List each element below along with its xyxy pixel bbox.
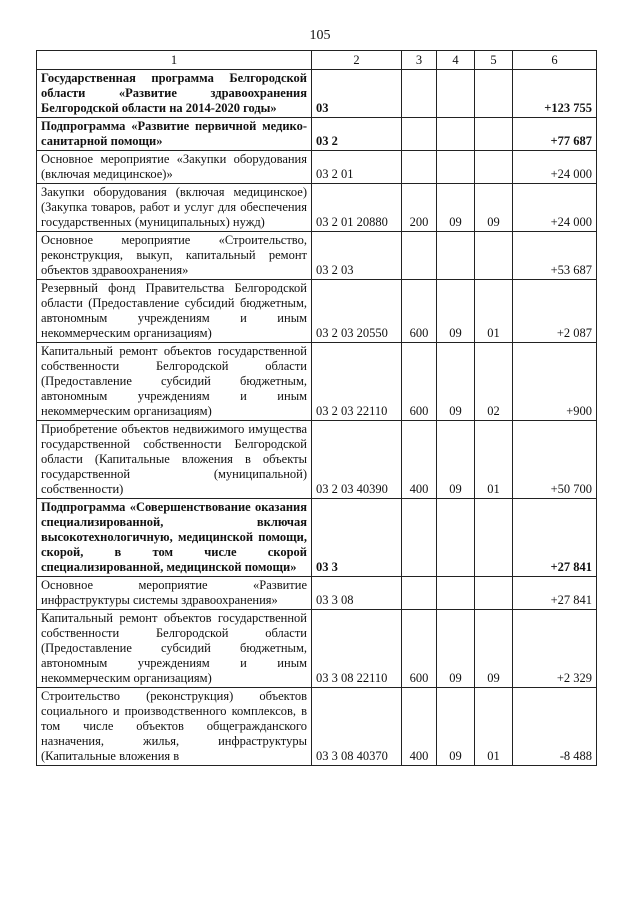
- row-pr: 01: [475, 688, 513, 766]
- row-pr: [475, 232, 513, 280]
- row-name: Приобретение объектов недвижимого имущества государственной собственности Белгородской области (Капитальные вложения в объекты государственной (муниципальной) собственности): [37, 421, 312, 499]
- row-sum: +900: [513, 343, 597, 421]
- row-rz: [437, 232, 475, 280]
- row-sum: +77 687: [513, 118, 597, 151]
- row-name: Закупки оборудования (включая медицинское) (Закупка товаров, работ и услуг для обеспечения государственных (муниципальных) нужд): [37, 184, 312, 232]
- table-row: [37, 610, 597, 688]
- row-code: 03 2 01 20880: [312, 184, 402, 232]
- row-pr: [475, 151, 513, 184]
- row-pr: 02: [475, 343, 513, 421]
- row-sum: +53 687: [513, 232, 597, 280]
- row-pr: [475, 118, 513, 151]
- row-rz: 09: [437, 280, 475, 343]
- row-sum: +24 000: [513, 151, 597, 184]
- column-header: 1: [37, 51, 312, 70]
- row-name: Основное мероприятие «Строительство, реконструкция, выкуп, капитальный ремонт объектов здравоохранения»: [37, 232, 312, 280]
- row-vr: 600: [402, 280, 437, 343]
- page-number: 105: [309, 28, 331, 43]
- row-name: Основное мероприятие «Развитие инфраструктуры системы здравоохранения»: [37, 577, 312, 610]
- row-pr: 09: [475, 184, 513, 232]
- row-code: 03 3 08: [312, 577, 402, 610]
- row-sum: +27 841: [513, 499, 597, 577]
- row-rz: [437, 499, 475, 577]
- row-code: 03 3: [312, 499, 402, 577]
- row-vr: [402, 118, 437, 151]
- row-rz: 09: [437, 184, 475, 232]
- row-code: 03 2: [312, 118, 402, 151]
- row-rz: [437, 577, 475, 610]
- row-vr: [402, 577, 437, 610]
- row-name: Резервный фонд Правительства Белгородской области (Предоставление субсидий бюджетным, автономным учреждениям и иным некоммерческим организациям): [37, 280, 312, 343]
- row-pr: [475, 70, 513, 118]
- row-vr: [402, 70, 437, 118]
- row-pr: 01: [475, 280, 513, 343]
- row-sum: +123 755: [513, 70, 597, 118]
- row-rz: 09: [437, 610, 475, 688]
- row-name: Подпрограмма «Совершенствование оказания специализированной, включая высокотехнологичную, медицинской помощи, скорой, в том числе скорой специализированной, медицинской помощи»: [37, 499, 312, 577]
- row-vr: [402, 232, 437, 280]
- row-vr: 400: [402, 421, 437, 499]
- row-rz: [437, 70, 475, 118]
- row-name: Капитальный ремонт объектов государственной собственности Белгородской области (Предоставление субсидий бюджетным, автономным учреждениям и иным некоммерческим организациям): [37, 610, 312, 688]
- column-header: 5: [475, 51, 513, 70]
- column-header: 3: [402, 51, 437, 70]
- row-sum: +50 700: [513, 421, 597, 499]
- table-row: [37, 343, 597, 421]
- row-code: 03 2 03 20550: [312, 280, 402, 343]
- row-name: Государственная программа Белгородской области «Развитие здравоохранения Белгородской области на 2014-2020 годы»: [37, 70, 312, 118]
- row-rz: 09: [437, 688, 475, 766]
- row-rz: 09: [437, 343, 475, 421]
- row-vr: 200: [402, 184, 437, 232]
- row-code: 03 2 01: [312, 151, 402, 184]
- row-code: 03 2 03 22110: [312, 343, 402, 421]
- row-sum: -8 488: [513, 688, 597, 766]
- table-row: [37, 499, 597, 577]
- row-vr: 600: [402, 343, 437, 421]
- table-row: [37, 151, 597, 184]
- table-row: [37, 421, 597, 499]
- budget-table: [36, 50, 597, 766]
- row-rz: [437, 151, 475, 184]
- row-rz: [437, 118, 475, 151]
- row-vr: 400: [402, 688, 437, 766]
- column-header: 4: [437, 51, 475, 70]
- row-rz: 09: [437, 421, 475, 499]
- row-sum: +24 000: [513, 184, 597, 232]
- table-row: [37, 232, 597, 280]
- row-vr: [402, 151, 437, 184]
- row-sum: +2 087: [513, 280, 597, 343]
- table-row: [37, 688, 597, 766]
- row-sum: +27 841: [513, 577, 597, 610]
- column-header: 6: [513, 51, 597, 70]
- row-pr: [475, 577, 513, 610]
- row-name: Строительство (реконструкция) объектов социального и производственного комплексов, в том числе объектов общегражданского назначения, жилья, инфраструктуры (Капитальные вложения в: [37, 688, 312, 766]
- table-row: [37, 70, 597, 118]
- row-vr: 600: [402, 610, 437, 688]
- row-name: Основное мероприятие «Закупки оборудования (включая медицинское)»: [37, 151, 312, 184]
- row-vr: [402, 499, 437, 577]
- table-row: [37, 184, 597, 232]
- table-row: [37, 118, 597, 151]
- table-row: [37, 577, 597, 610]
- row-pr: 09: [475, 610, 513, 688]
- row-code: 03 2 03: [312, 232, 402, 280]
- row-pr: [475, 499, 513, 577]
- row-code: 03: [312, 70, 402, 118]
- row-code: 03 3 08 22110: [312, 610, 402, 688]
- row-code: 03 2 03 40390: [312, 421, 402, 499]
- table-header-row: [37, 51, 597, 70]
- row-code: 03 3 08 40370: [312, 688, 402, 766]
- column-header: 2: [312, 51, 402, 70]
- row-sum: +2 329: [513, 610, 597, 688]
- row-name: Капитальный ремонт объектов государственной собственности Белгородской области (Предоставление субсидий бюджетным, автономным учреждениям и иным некоммерческим организациям): [37, 343, 312, 421]
- row-name: Подпрограмма «Развитие первичной медико-санитарной помощи»: [37, 118, 312, 151]
- row-pr: 01: [475, 421, 513, 499]
- table-row: [37, 280, 597, 343]
